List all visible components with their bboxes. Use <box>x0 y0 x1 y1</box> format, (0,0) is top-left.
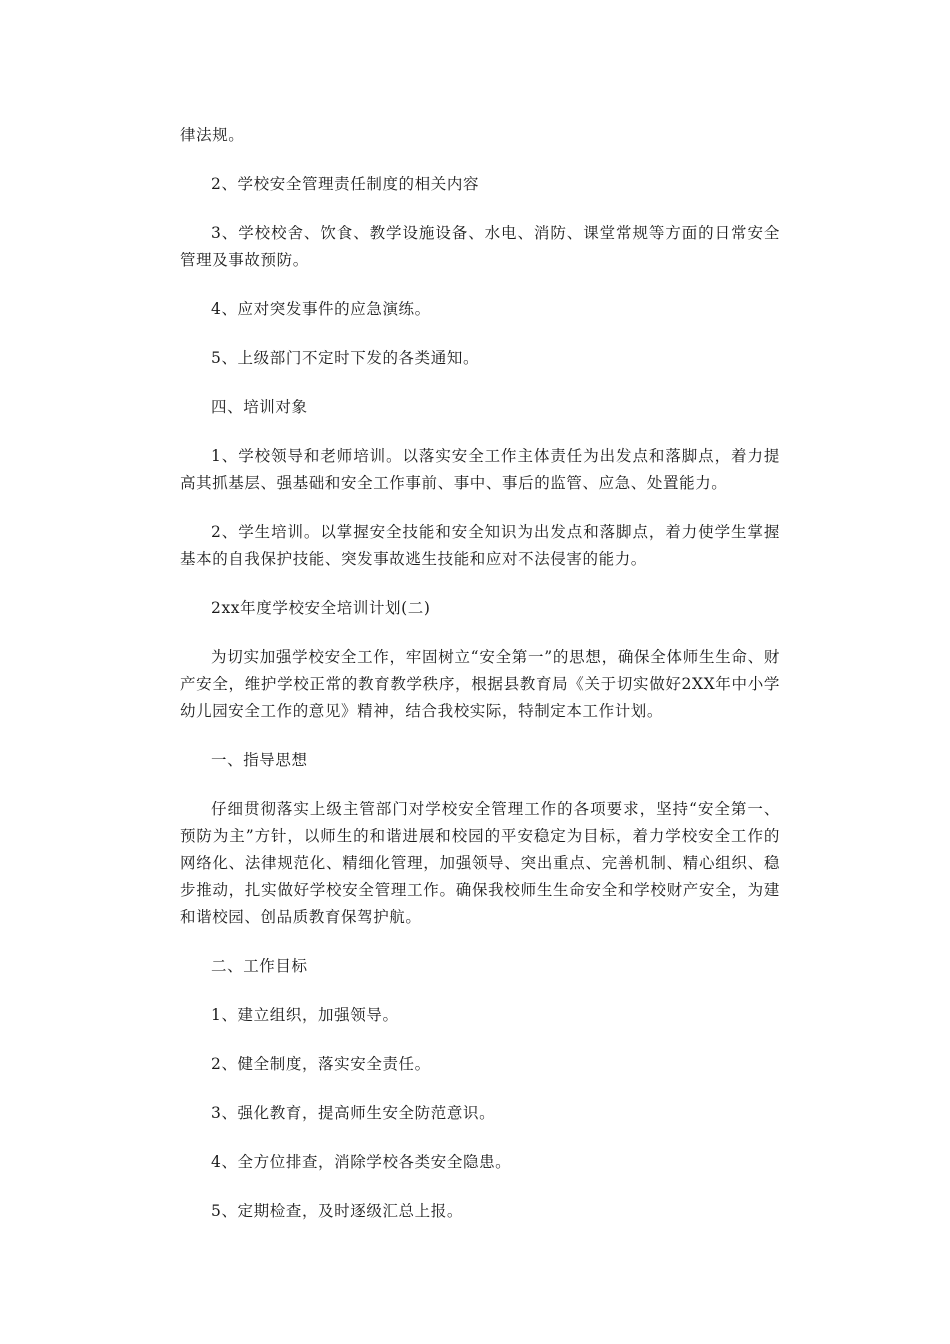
paragraph-guiding-ideology: 仔细贯彻落实上级主管部门对学校安全管理工作的各项要求，坚持“安全第一、预防为主”方针，以师生的和谐进展和校园的平安稳定为目标，着力学校安全工作的网络化、法律规范化、精细化管理，加强领导、突出重点、完善机制、精心组织、稳步推动，扎实做好学校安全管理工作。确保我校师生生命安全和学校财产安全，为建和谐校园、创品质教育保驾护航。 <box>180 800 780 926</box>
paragraph-item-2-responsibility: 2、学校安全管理责任制度的相关内容 <box>211 175 480 193</box>
document-body <box>180 122 780 1247</box>
paragraph-law-continuation: 律法规。 <box>180 126 245 144</box>
paragraph-goal-2: 2、健全制度，落实安全责任。 <box>211 1055 431 1073</box>
paragraph-goal-3: 3、强化教育，提高师生安全防范意识。 <box>211 1104 496 1122</box>
paragraph-goal-1: 1、建立组织，加强领导。 <box>211 1006 399 1024</box>
paragraph-student-training: 2、学生培训。以掌握安全技能和安全知识为出发点和落脚点，着力使学生掌握基本的自我保护技能、突发事故逃生技能和应对不法侵害的能力。 <box>180 523 780 568</box>
section-heading-training-targets: 四、培训对象 <box>211 398 308 416</box>
paragraph-intro: 为切实加强学校安全工作，牢固树立“安全第一”的思想，确保全体师生生命、财产安全，维护学校正常的教育教学秩序，根据县教育局《关于切实做好2XX年中小学幼儿园安全工作的意见》精神，结合我校实际，特制定本工作计划。 <box>180 648 780 720</box>
paragraph-item-3-daily-management: 3、学校校舍、饮食、教学设施设备、水电、消防、课堂常规等方面的日常安全管理及事故预防。 <box>180 224 780 269</box>
section-heading-work-goals: 二、工作目标 <box>211 957 308 975</box>
document-subtitle-plan-two: 2xx年度学校安全培训计划(二) <box>211 599 431 617</box>
paragraph-leaders-training: 1、学校领导和老师培训。以落实安全工作主体责任为出发点和落脚点，着力提高其抓基层、强基础和安全工作事前、事中、事后的监管、应急、处置能力。 <box>180 447 780 492</box>
section-heading-guiding-ideology: 一、指导思想 <box>211 751 308 769</box>
paragraph-goal-5: 5、定期检查，及时逐级汇总上报。 <box>211 1202 463 1220</box>
paragraph-item-4-drills: 4、应对突发事件的应急演练。 <box>211 300 431 318</box>
paragraph-goal-4: 4、全方位排查，消除学校各类安全隐患。 <box>211 1153 512 1171</box>
paragraph-item-5-notices: 5、上级部门不定时下发的各类通知。 <box>211 349 480 367</box>
